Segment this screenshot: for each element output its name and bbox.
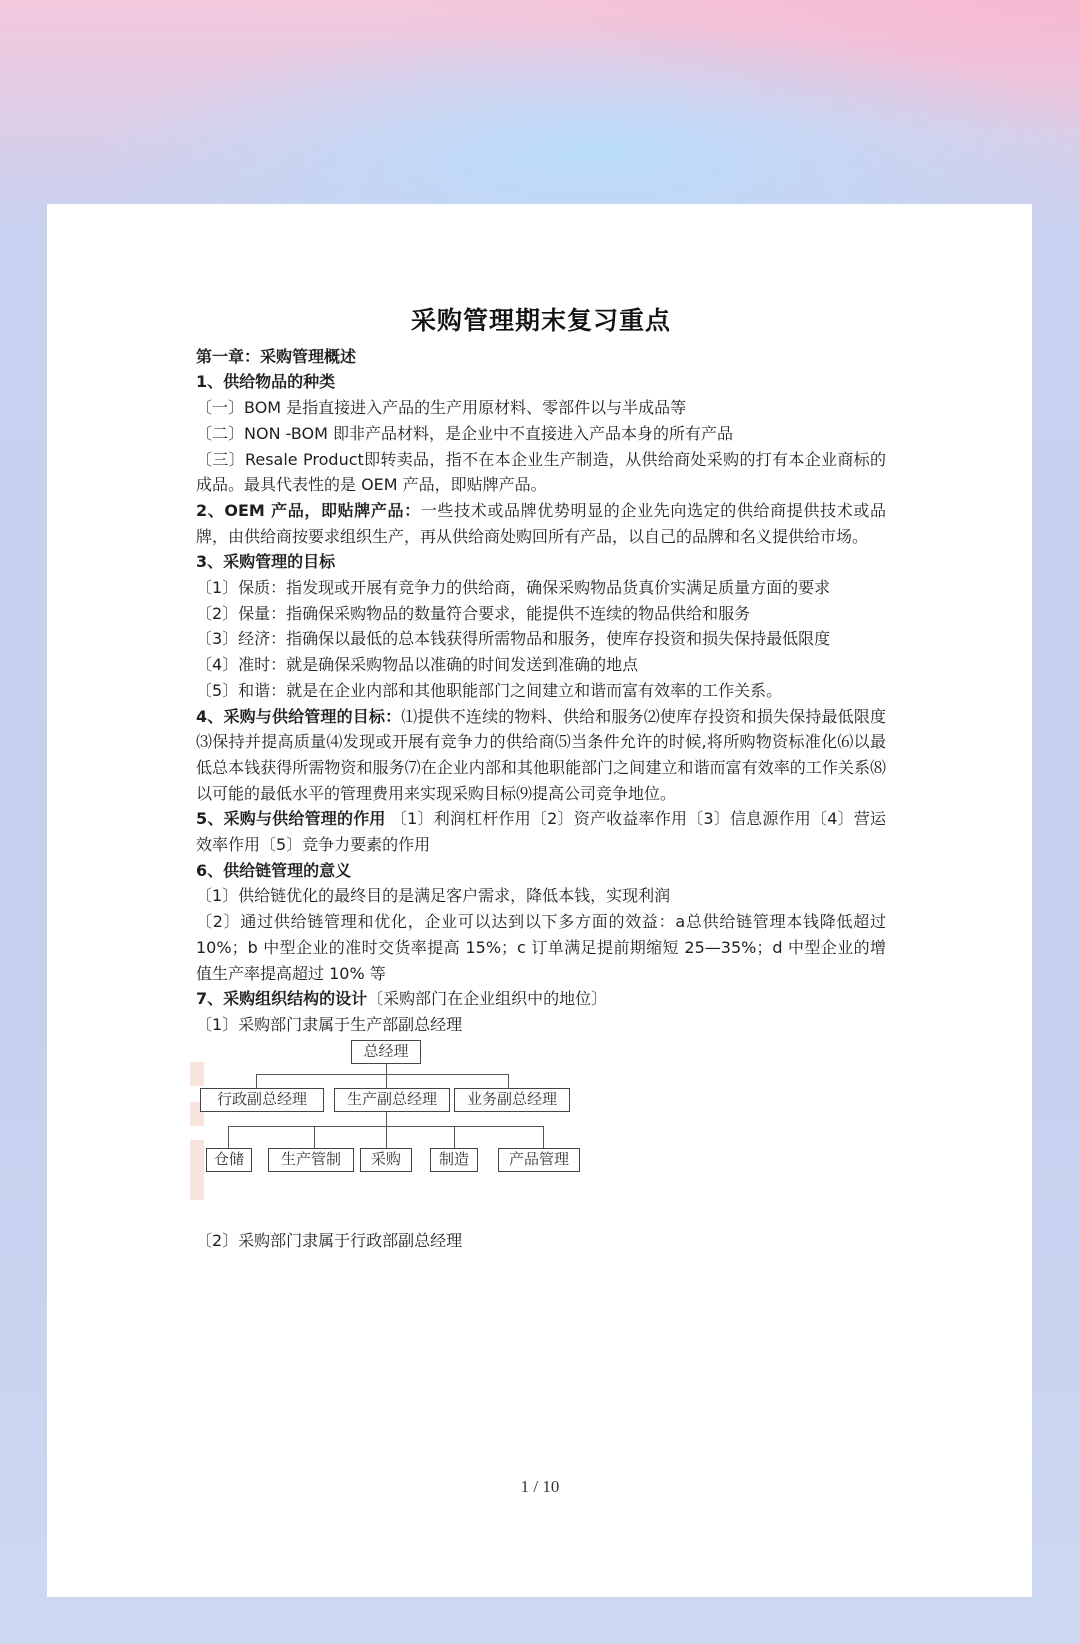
document-title: 采购管理期末复习重点: [410, 306, 671, 335]
section-2-heading: 2、OEM 产品，即贴牌产品：: [196, 500, 421, 520]
section-5-paragraph: [196, 806, 886, 857]
section-7-heading: 7、采购组织结构的设计: [196, 989, 368, 1009]
org-connector: [386, 1126, 387, 1148]
section-1-item-1: 〔一〕BOM 是指直接进入产品的生产用原材料、零部件以与半成品等: [196, 398, 687, 418]
section-6-heading: 6、供给链管理的意义: [196, 860, 352, 880]
org-node-vp-production: 生产副总经理: [334, 1088, 450, 1112]
org-connector: [543, 1126, 544, 1148]
section-3-item-4: 〔4〕准时：就是确保采购物品以准确的时间发送到准确的地点: [196, 655, 639, 675]
section-4-heading: 4、采购与供给管理的目标：: [196, 706, 402, 726]
section-5-body: 〔1〕利润杠杆作用〔2〕资产收益率作用〔3〕信息源作用〔4〕营运效率作用〔5〕竞争力要素的作用: [196, 809, 886, 855]
section-1-item-3: 〔三〕Resale Product即转卖品，指不在本企业生产制造，从供给商处采购的打有本企业商标的成品。最具代表性的是 OEM 产品，即贴牌产品。: [196, 449, 886, 495]
org-chart-decoration: [190, 1140, 204, 1200]
org-node-manufacturing: 制造: [430, 1148, 478, 1172]
org-node-purchasing: 采购: [360, 1148, 412, 1172]
org-chart-decoration: [190, 1062, 204, 1086]
org-connector: [386, 1112, 387, 1126]
org-connector: [256, 1074, 257, 1088]
org-node-vp-business: 业务副总经理: [454, 1088, 570, 1112]
org-chart: [196, 1040, 596, 1200]
document-content: [196, 300, 886, 1253]
section-3-item-5: 〔5〕和谐：就是在企业内部和其他职能部门之间建立和谐而富有效率的工作关系。: [196, 680, 783, 700]
org-connector: [454, 1126, 455, 1148]
section-7-heading-note: 〔采购部门在企业组织中的地位〕: [367, 989, 608, 1009]
section-2-body: 一些技术或品牌优势明显的企业先向选定的供给商提供技术或品牌，由供给商按要求组织生产，再从供给商处购回所有产品，以自己的品牌和名义提供给市场。: [196, 500, 886, 546]
section-2-paragraph: [196, 498, 886, 549]
section-7-item-2: 〔2〕采购部门隶属于行政部副总经理: [196, 1230, 463, 1250]
section-4-body: ⑴提供不连续的物料、供给和服务⑵使库存投资和损失保持最低限度⑶保持并提高质量⑷发现或开展有竞争力的供给商⑸当条件允许的时候,将所购物资标准化⑹以最低总本钱获得所需物资和服务⑺在企业内部和其他职能部门之间建立和谐而富有效率的工作关系⑻以可能的最低水平的管理费用来实现采购目标⑼提高公司竞争地位。: [196, 706, 886, 803]
section-5-heading: 5、采购与供给管理的作用: [196, 809, 386, 829]
chapter-heading: 第一章：采购管理概述: [196, 346, 357, 366]
org-connector: [228, 1126, 229, 1148]
section-7-item-1: 〔1〕采购部门隶属于生产部副总经理: [196, 1014, 463, 1034]
org-connector: [386, 1064, 387, 1074]
section-4-paragraph: [196, 704, 886, 807]
section-3-item-1: 〔1〕保质：指发现或开展有竞争力的供给商，确保采购物品货真价实满足质量方面的要求: [196, 578, 831, 598]
page-number: 1 / 10: [520, 1477, 560, 1496]
background-gradient: [0, 0, 1080, 220]
org-node-ceo: 总经理: [351, 1040, 421, 1064]
section-3-heading: 3、采购管理的目标: [196, 552, 336, 572]
section-7-heading-line: [196, 986, 886, 1012]
org-connector: [508, 1074, 509, 1088]
org-node-product-management: 产品管理: [498, 1148, 580, 1172]
section-6-item-2: 〔2〕通过供给链管理和优化，企业可以达到以下多方面的效益：a总供给链管理本钱降低超过 10%；b 中型企业的准时交货率提高 15%；c 订单满足提前期缩短 25—35%；d 中型企业的增值生产率提高超过 10% 等: [196, 912, 886, 983]
section-6-item-1: 〔1〕供给链优化的最终目的是满足客户需求，降低本钱，实现利润: [196, 886, 671, 906]
org-node-production-control: 生产管制: [268, 1148, 354, 1172]
section-3-item-3: 〔3〕经济：指确保以最低的总本钱获得所需物品和服务，使库存投资和损失保持最低限度: [196, 629, 831, 649]
org-connector: [256, 1074, 508, 1075]
section-3-item-2: 〔2〕保量：指确保采购物品的数量符合要求，能提供不连续的物品供给和服务: [196, 603, 751, 623]
section-1-heading: 1、供给物品的种类: [196, 372, 336, 392]
org-node-warehousing: 仓储: [206, 1148, 252, 1172]
org-connector: [386, 1074, 387, 1088]
org-connector: [314, 1126, 315, 1148]
section-1-item-2: 〔二〕NON -BOM 即非产品材料，是企业中不直接进入产品本身的所有产品: [196, 423, 734, 443]
org-node-vp-admin: 行政副总经理: [200, 1088, 324, 1112]
